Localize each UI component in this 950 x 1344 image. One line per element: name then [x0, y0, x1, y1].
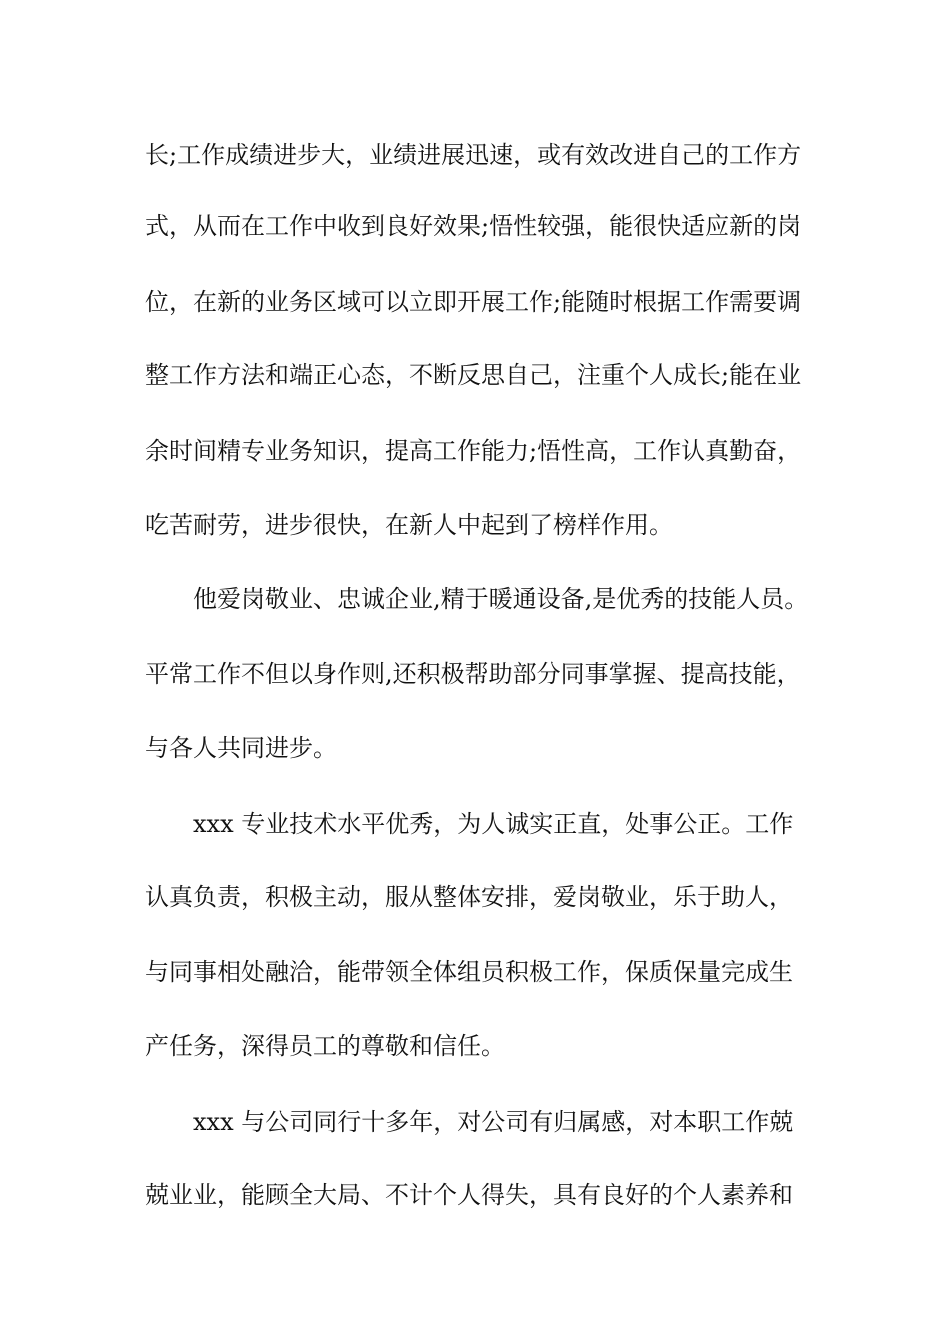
paragraph-first-line: xxx 与公司同行十多年，对公司有归属感，对本职工作兢	[193, 1108, 794, 1136]
text-line: 认真负责，积极主动，服从整体安排，爱岗敬业，乐于助人，	[145, 883, 793, 911]
text-line: 长;工作成绩进步大，业绩进展迅速，或有效改进自己的工作方	[145, 141, 802, 169]
text-line: 余时间精专业务知识，提高工作能力;悟性高，工作认真勤奋，	[145, 437, 802, 465]
text-line: 整工作方法和端正心态，不断反思自己，注重个人成长;能在业	[145, 361, 802, 389]
text-line: 吃苦耐劳，进步很快，在新人中起到了榜样作用。	[145, 511, 673, 539]
text-line: 与同事相处融洽，能带领全体组员积极工作，保质保量完成生	[145, 958, 793, 986]
text-line: 式，从而在工作中收到良好效果;悟性较强，能很快适应新的岗	[145, 212, 802, 240]
text-line: 兢业业，能顾全大局、不计个人得失，具有良好的个人素养和	[145, 1181, 793, 1209]
paragraph-first-line: 他爱岗敬业、忠诚企业,精于暖通设备,是优秀的技能人员。	[193, 585, 809, 613]
text-line: 与各人共同进步。	[145, 734, 337, 762]
text-line: 位，在新的业务区域可以立即开展工作;能随时根据工作需要调	[145, 288, 802, 316]
text-line: 产任务，深得员工的尊敬和信任。	[145, 1032, 505, 1060]
text-line: 平常工作不但以身作则,还积极帮助部分同事掌握、提高技能，	[145, 660, 801, 688]
paragraph-first-line: xxx 专业技术水平优秀，为人诚实正直，处事公正。工作	[193, 810, 794, 838]
